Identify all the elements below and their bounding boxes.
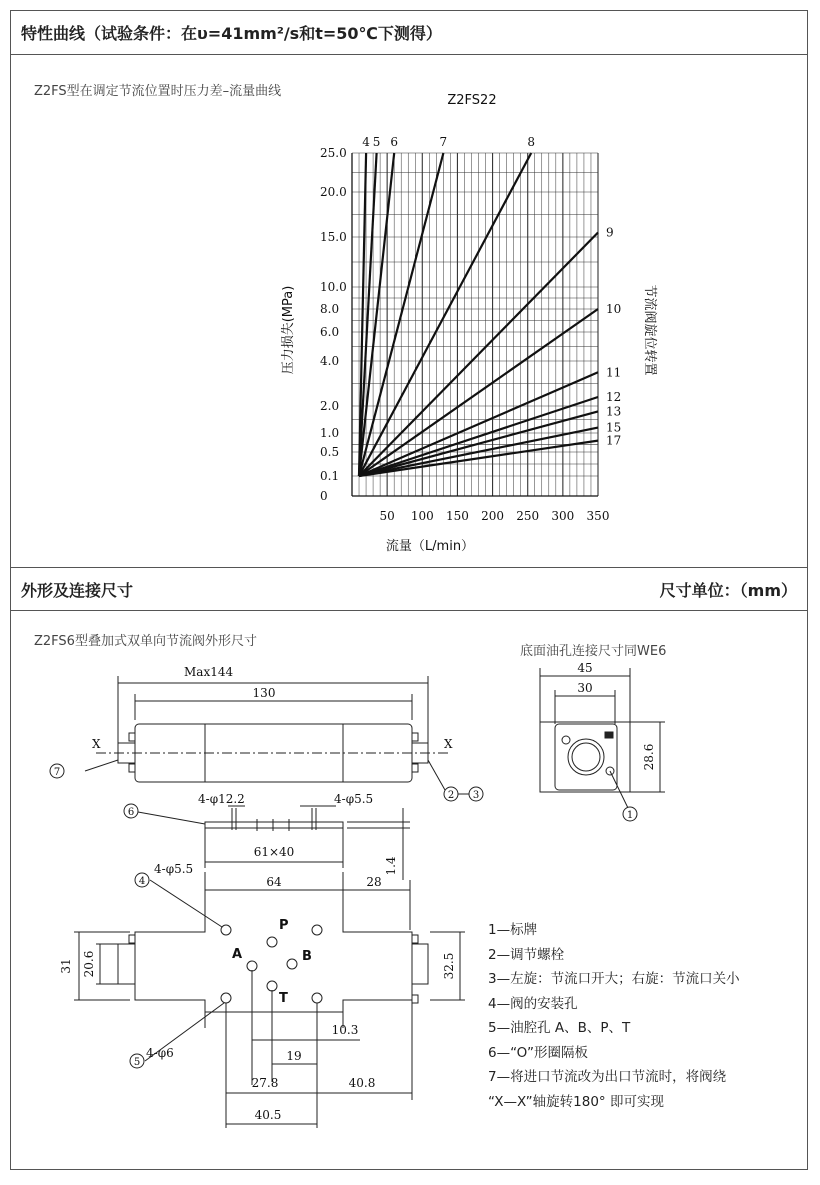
x-tick-label: 350 bbox=[586, 509, 610, 523]
label-x-right: X bbox=[444, 737, 453, 751]
mounting-hole bbox=[221, 925, 231, 935]
legend-item: 4—阀的安装孔 bbox=[488, 995, 578, 1012]
y-axis-label: 压力损失(MPa) bbox=[281, 285, 296, 375]
y-tick-label: 8.0 bbox=[320, 302, 340, 316]
port-t-label: T bbox=[279, 991, 288, 1006]
dim-19: 19 bbox=[286, 1049, 302, 1063]
y-tick-label: 0 bbox=[320, 489, 328, 503]
dim-20-6: 20.6 bbox=[82, 950, 96, 978]
dim-130: 130 bbox=[252, 686, 276, 700]
right-axis-label: 节流阀旋位转置 bbox=[642, 284, 657, 376]
series-label: 13 bbox=[606, 404, 622, 419]
legend-item: “X—X”轴旋转180° 即可实现 bbox=[488, 1093, 664, 1110]
y-tick-label: 6.0 bbox=[320, 325, 340, 339]
series-label: 12 bbox=[606, 390, 622, 404]
legend-item: 2—调节螺栓 bbox=[488, 946, 565, 963]
x-tick-labels bbox=[380, 509, 610, 523]
legend-item: 1—标牌 bbox=[488, 922, 538, 938]
chart-caption: Z2FS型在调定节流位置时压力差–流量曲线 bbox=[34, 84, 282, 99]
drawing-caption: Z2FS6型叠加式双单向节流阀外形尺寸 bbox=[34, 634, 257, 649]
bottom-caption: 底面油孔连接尺寸同WE6 bbox=[520, 644, 667, 659]
callout-6-text: 6 bbox=[127, 807, 135, 818]
section-title: 特性曲线（试验条件：在υ=41mm²/s和t=50℃下测得） bbox=[21, 24, 442, 43]
y-tick-label: 20.0 bbox=[320, 185, 347, 199]
left-screw bbox=[118, 944, 135, 984]
nameplate-mark bbox=[605, 732, 613, 738]
label-x-left: X bbox=[92, 737, 101, 751]
port-a-label: A bbox=[232, 947, 243, 962]
dim-40-5: 40.5 bbox=[254, 1108, 282, 1122]
screw-head bbox=[412, 733, 418, 741]
series-label: 6 bbox=[390, 135, 398, 149]
series-label: 5 bbox=[372, 135, 381, 149]
dim-61x40: 61×40 bbox=[253, 845, 295, 859]
x-axis-label: 流量（L/min） bbox=[385, 539, 475, 554]
series-label: 7 bbox=[439, 135, 448, 149]
mounting-hole bbox=[312, 993, 322, 1003]
screw-head bbox=[412, 764, 418, 772]
o-ring-plate bbox=[205, 822, 343, 828]
x-tick-label: 150 bbox=[445, 509, 469, 523]
y-tick-label: 4.0 bbox=[320, 354, 340, 368]
dim-31: 31 bbox=[59, 958, 73, 974]
x-tick-label: 100 bbox=[410, 509, 434, 523]
legend-item: 5—油腔孔 A、B、P、T bbox=[488, 1020, 631, 1036]
section-title: 外形及连接尺寸 bbox=[21, 580, 134, 600]
dim-27-8: 27.8 bbox=[251, 1076, 279, 1090]
mounting-hole bbox=[312, 925, 322, 935]
x-tick-label: 200 bbox=[481, 509, 505, 523]
screw-head bbox=[129, 935, 135, 943]
series-label: 8 bbox=[527, 135, 536, 149]
leader-6 bbox=[138, 812, 205, 824]
dim-30: 30 bbox=[577, 681, 593, 695]
screw-head bbox=[412, 995, 418, 1003]
callout-7-text: 7 bbox=[53, 767, 61, 778]
x-tick-label: 250 bbox=[516, 509, 540, 523]
y-tick-label: 2.0 bbox=[320, 399, 340, 413]
end-screw bbox=[562, 736, 570, 744]
port-t-hole bbox=[267, 981, 277, 991]
series-label: 11 bbox=[606, 365, 622, 380]
port-p-label: P bbox=[279, 918, 289, 933]
screw-head bbox=[412, 935, 418, 943]
end-bore-outer bbox=[568, 739, 604, 775]
series-label: 15 bbox=[606, 420, 622, 435]
dim-hole-5-5-top: 4-φ5.5 bbox=[334, 792, 374, 806]
y-tick-label: 15.0 bbox=[320, 230, 347, 244]
y-tick-label: 0.5 bbox=[320, 445, 340, 459]
legend-list bbox=[488, 918, 740, 1114]
callout-4-text: 4 bbox=[138, 876, 146, 887]
pressure-flow-chart bbox=[280, 93, 658, 554]
dim-hole-5-5-mid: 4-φ5.5 bbox=[154, 862, 194, 876]
port-a-hole bbox=[247, 961, 257, 971]
callout-1-text: 1 bbox=[626, 810, 634, 821]
callout-3-text: 3 bbox=[472, 790, 480, 801]
dim-10-3: 10.3 bbox=[331, 1023, 359, 1037]
legend-item: 3—左旋：节流口开大；右旋：节流口关小 bbox=[488, 971, 740, 987]
right-screw bbox=[412, 944, 428, 984]
dim-28-6: 28.6 bbox=[642, 743, 656, 771]
screw-head bbox=[129, 733, 135, 741]
x-tick-label: 50 bbox=[379, 509, 395, 523]
series-label: 9 bbox=[606, 225, 614, 240]
end-bore-inner bbox=[572, 743, 600, 771]
series-label: 4 bbox=[362, 135, 370, 149]
callout-2-text: 2 bbox=[447, 790, 455, 801]
y-tick-label: 10.0 bbox=[320, 280, 347, 294]
leader-4 bbox=[150, 880, 222, 927]
y-tick-label: 0.1 bbox=[320, 469, 340, 483]
valve-end-view bbox=[540, 668, 665, 808]
dim-28: 28 bbox=[366, 875, 382, 889]
dim-32-5: 32.5 bbox=[442, 952, 456, 980]
legend-item: 7—将进口节流改为出口节流时，将阀绕 bbox=[488, 1069, 727, 1085]
leader-7 bbox=[85, 760, 118, 771]
x-tick-label: 300 bbox=[551, 509, 575, 523]
screw-head bbox=[129, 764, 135, 772]
legend-item: 6—“O”形圈隔板 bbox=[488, 1044, 588, 1061]
dim-max144: Max144 bbox=[184, 665, 234, 679]
port-p-hole bbox=[267, 937, 277, 947]
dim-hole-6: 4-φ6 bbox=[146, 1046, 174, 1060]
y-tick-labels bbox=[320, 146, 347, 503]
dim-hole-12-2: 4-φ12.2 bbox=[198, 792, 245, 806]
unit-label: 尺寸单位：（mm） bbox=[659, 580, 797, 600]
leader-2-3 bbox=[428, 760, 445, 790]
dim-45: 45 bbox=[577, 661, 593, 675]
callout-5-text: 5 bbox=[133, 1057, 141, 1068]
dim-1-4: 1.4 bbox=[384, 856, 398, 876]
y-tick-label: 25.0 bbox=[320, 146, 347, 160]
mounting-hole bbox=[221, 993, 231, 1003]
dim-40-8: 40.8 bbox=[348, 1076, 376, 1090]
series-label: 10 bbox=[606, 302, 622, 316]
chart-title: Z2FS22 bbox=[447, 93, 497, 108]
port-b-hole bbox=[287, 959, 297, 969]
y-tick-label: 1.0 bbox=[320, 426, 340, 440]
dim-64: 64 bbox=[266, 875, 282, 889]
port-b-label: B bbox=[302, 949, 312, 964]
series-label: 17 bbox=[606, 433, 622, 448]
